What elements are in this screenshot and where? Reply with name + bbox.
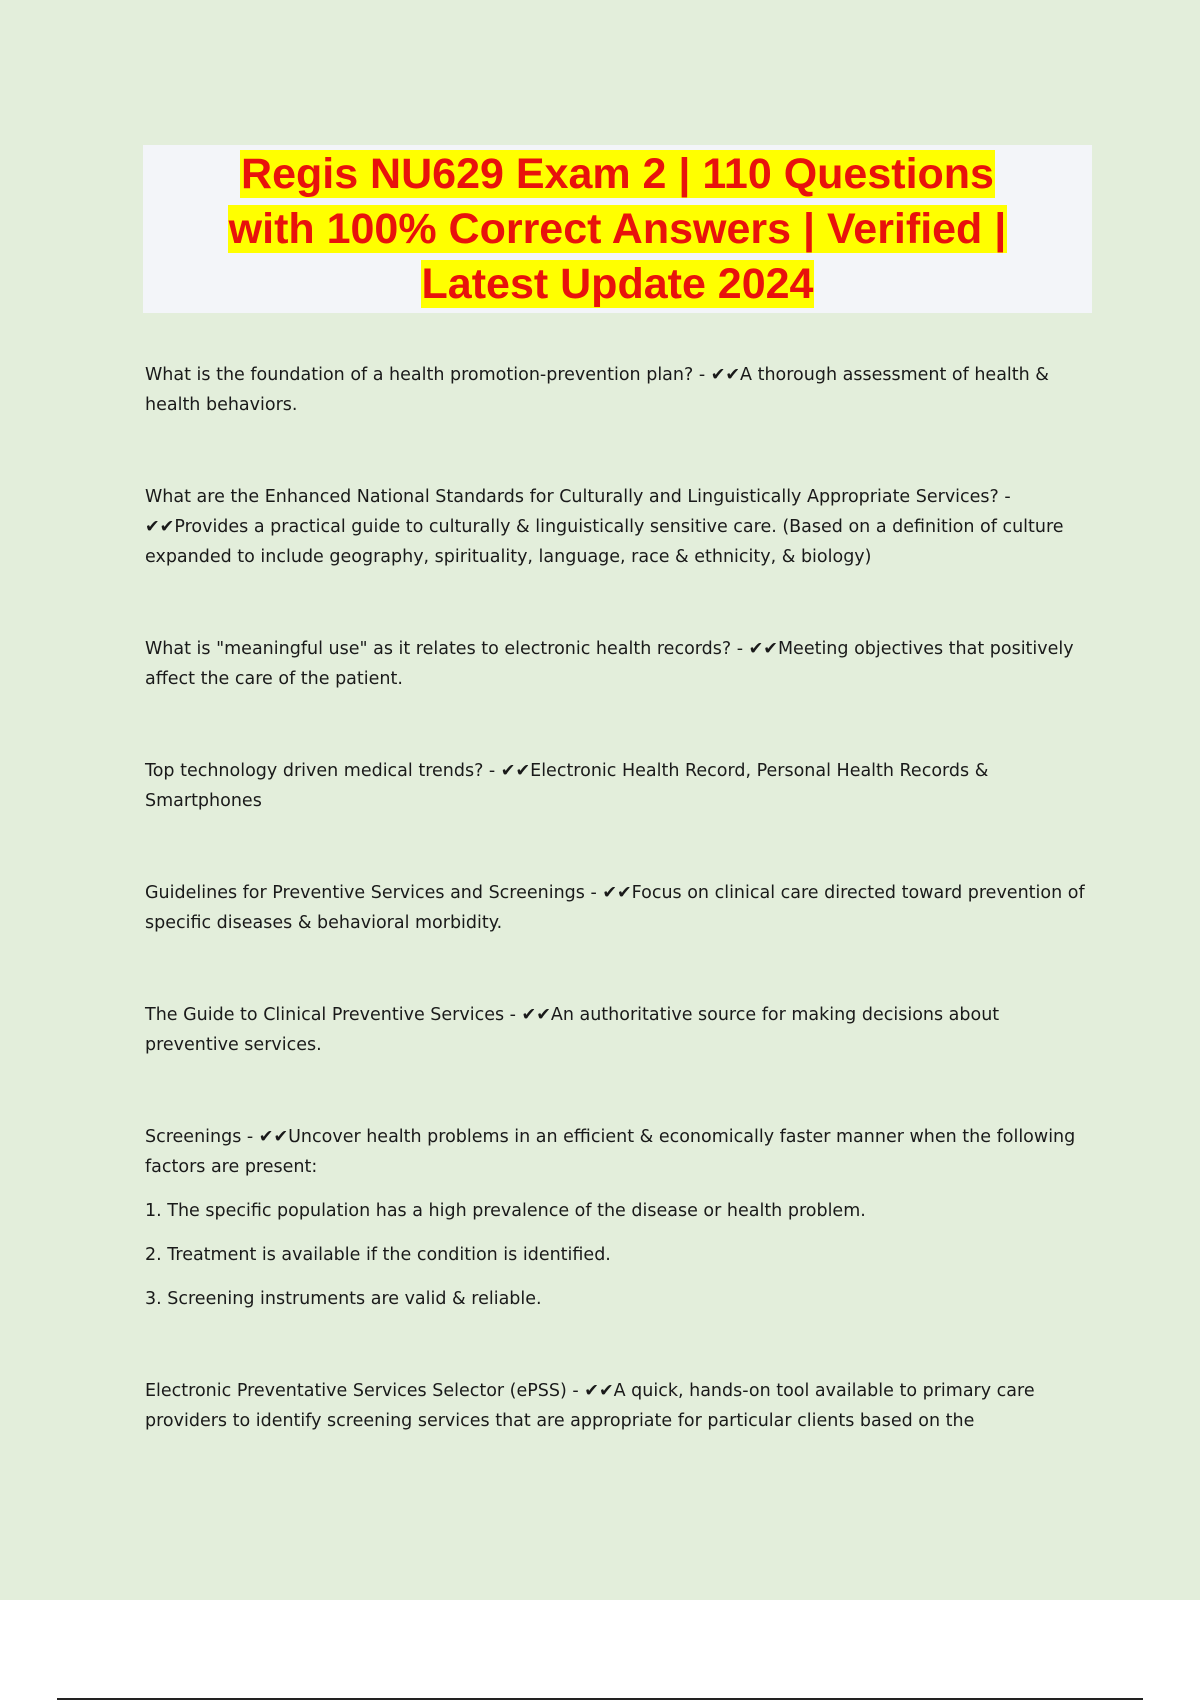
qa-text: The Guide to Clinical Preventive Services - ✔✔An authoritative source for making decisions about preventive services. bbox=[145, 1005, 1000, 1055]
qa-text: What is "meaningful use" as it relates to electronic health records? - ✔✔Meeting objectives that positively affect the care of the patient. bbox=[145, 639, 1074, 689]
qa-item bbox=[145, 1000, 1095, 1060]
title-line-3 bbox=[143, 257, 1092, 312]
title-text-1: Regis NU629 Exam 2 | 110 Questions bbox=[241, 150, 994, 198]
qa-text: Guidelines for Preventive Services and Screenings - ✔✔Focus on clinical care directed toward prevention of specific diseases & behavioral morbidity. bbox=[145, 883, 1085, 933]
qa-text: Screenings - ✔✔Uncover health problems in an efficient & economically faster manner when the following factors are present: bbox=[145, 1127, 1076, 1177]
list-item: 3. Screening instruments are valid & reliable. bbox=[145, 1289, 542, 1309]
list-item: 1. The specific population has a high prevalence of the disease or health problem. bbox=[145, 1201, 866, 1221]
title-line-1 bbox=[143, 147, 1092, 202]
title-text-3: Latest Update 2024 bbox=[421, 260, 814, 308]
qa-item bbox=[145, 756, 1095, 816]
qa-item bbox=[145, 634, 1095, 694]
qa-item bbox=[145, 360, 1095, 420]
title-box bbox=[143, 145, 1092, 313]
qa-text: What are the Enhanced National Standards for Culturally and Linguistically Appropriate Services? - ✔✔Provides a practical guide to culturally & linguistically sensitive care. (Based on a definition of culture expanded to include geography, spirituality, language, race & ethnicity, & biology) bbox=[145, 487, 1064, 567]
qa-text: Top technology driven medical trends? - ✔✔Electronic Health Record, Personal Health Records & Smartphones bbox=[145, 761, 989, 811]
qa-text: Electronic Preventative Services Selector (ePSS) - ✔✔A quick, hands-on tool available to primary care providers to identify screening services that are appropriate for particular clients based on the bbox=[145, 1381, 1035, 1431]
list-item: 2. Treatment is available if the condition is identified. bbox=[145, 1245, 611, 1265]
qa-item bbox=[145, 1122, 1095, 1314]
title-line-2 bbox=[143, 202, 1092, 257]
qa-list bbox=[145, 360, 1095, 1498]
qa-text: What is the foundation of a health promotion-prevention plan? - ✔✔A thorough assessment of health & health behaviors. bbox=[145, 365, 1049, 415]
title-text-2: with 100% Correct Answers | Verified | bbox=[228, 205, 1007, 253]
qa-item bbox=[145, 1376, 1095, 1436]
qa-item bbox=[145, 878, 1095, 938]
qa-item bbox=[145, 482, 1095, 572]
